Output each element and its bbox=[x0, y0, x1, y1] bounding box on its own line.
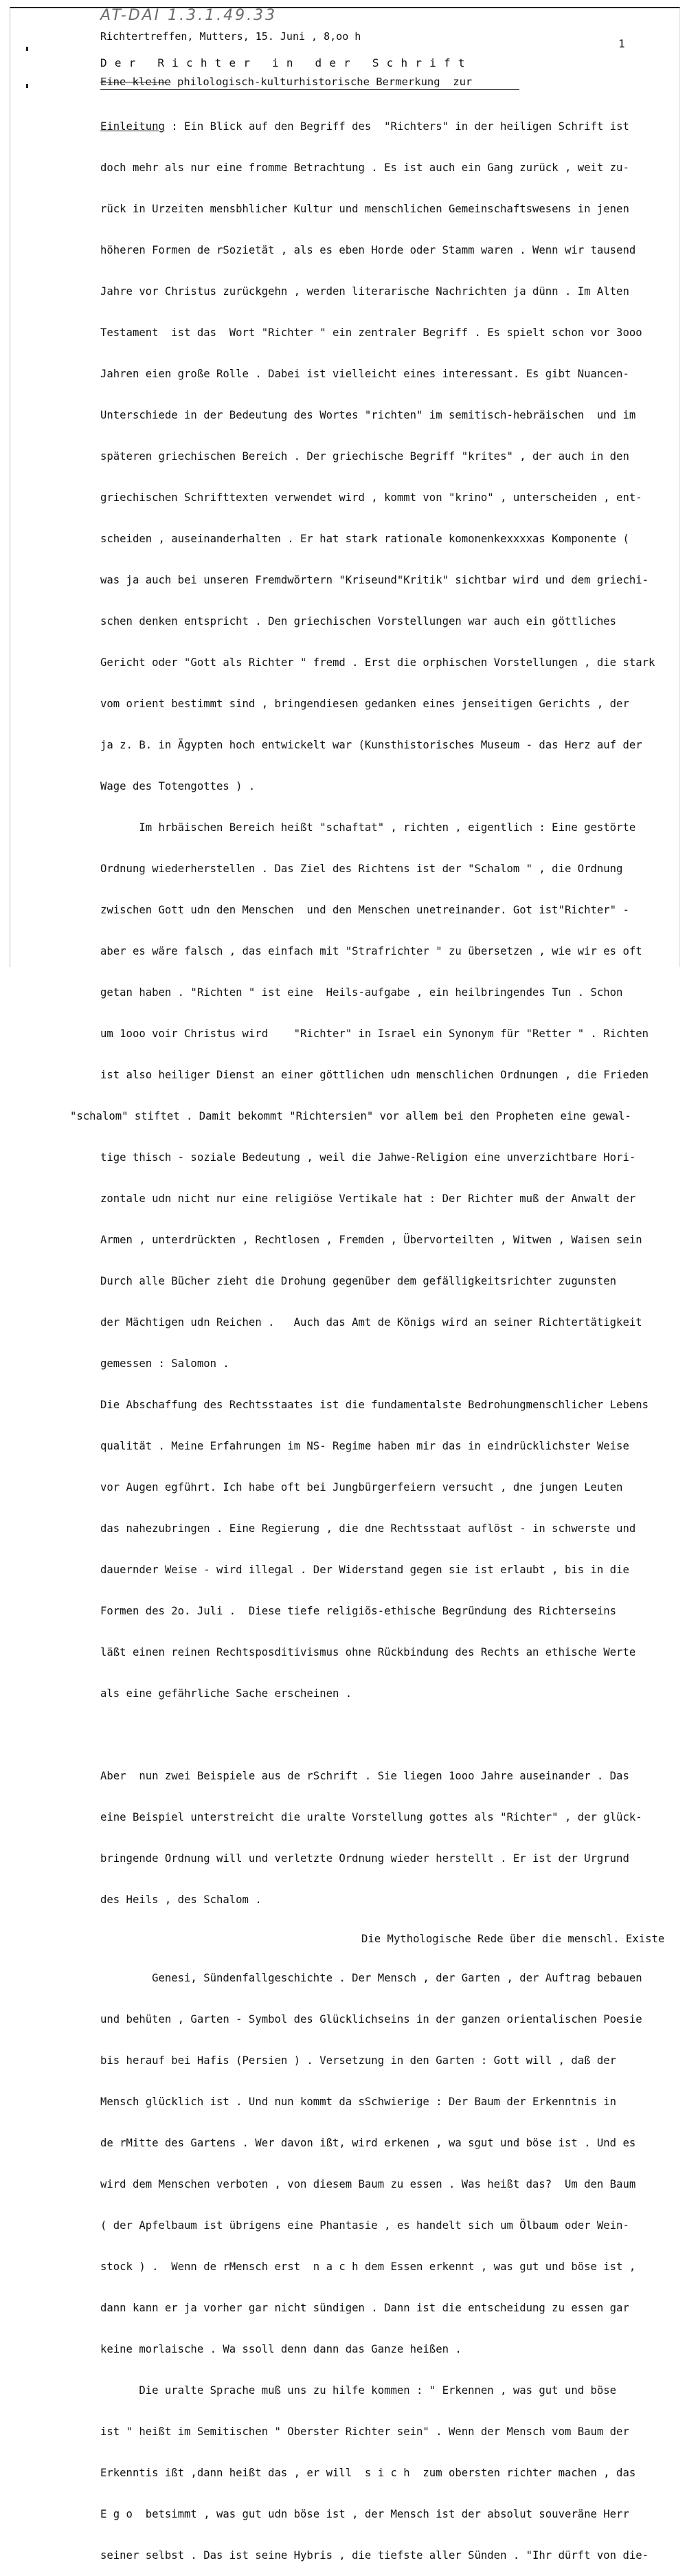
text-line: läßt einen reinen Rechtsposditivismus ohne Rückbindung des Rechts an ethische Werte bbox=[100, 1646, 636, 1658]
text-line: zwischen Gott udn den Menschen und den Menschen unetreinander. Got ist"Richter" - bbox=[100, 904, 629, 916]
margin-mark bbox=[26, 47, 28, 51]
text-line: Einleitung : Ein Blick auf den Begriff des "Richters" in der heiligen Schrift ist bbox=[100, 120, 629, 133]
text-line: das nahezubringen . Eine Regierung , die dne Rechtsstaat auflöst - in schwerste und bbox=[100, 1522, 636, 1535]
text-line: rück in Urzeiten mensbhlicher Kultur und menschlichen Gemeinschaftswesens in jenen bbox=[100, 203, 629, 215]
text-line: was ja auch bei unseren Fremdwörtern "Kriseund"Kritik" sichtbar wird und dem griechi- bbox=[100, 574, 649, 586]
text-line: Ordnung wiederherstellen . Das Ziel des Richtens ist der "Schalom " , die Ordnung bbox=[100, 863, 623, 875]
text-line: ist " heißt im Semitischen " Oberster Richter sein" . Wenn der Mensch vom Baum der bbox=[100, 2425, 629, 2438]
text-line: zontale udn nicht nur eine religiöse Vertikale hat : Der Richter muß der Anwalt der bbox=[100, 1192, 636, 1205]
mythology-note: Die Mythologische Rede über die menschl. Existe bbox=[361, 1933, 665, 1945]
text-line: ja z. B. in Ägypten hoch entwickelt war (Kunsthistorisches Museum - das Herz auf der bbox=[100, 739, 642, 751]
text-line: Gericht oder "Gott als Richter " fremd . Erst die orphischen Vorstellungen , die stark bbox=[100, 656, 655, 669]
text-line: ist also heiliger Dienst an einer göttlichen udn menschlichen Ordnungen , die Frieden bbox=[100, 1069, 649, 1081]
text-line: Die Abschaffung des Rechtsstaates ist die fundamentalste Bedrohungmenschlicher Lebens bbox=[100, 1399, 649, 1411]
text-line: aber es wäre falsch , das einfach mit "Strafrichter " zu übersetzen , wie wir es oft bbox=[100, 945, 642, 957]
text-line: höheren Formen de rSozietät , als es eben Horde oder Stamm waren . Wenn wir tausend bbox=[100, 244, 636, 256]
text-line: wird dem Menschen verboten , von diesem Baum zu essen . Was heißt das? Um den Baum bbox=[100, 2178, 636, 2190]
text-line: dann kann er ja vorher gar nicht sündigen . Dann ist die entscheidung zu essen gar bbox=[100, 2302, 629, 2314]
subtitle-underline bbox=[100, 89, 519, 90]
text-line: dauernder Weise - wird illegal . Der Widerstand gegen sie ist erlaubt , bis in die bbox=[100, 1564, 629, 1576]
text-line: ( der Apfelbaum ist übrigens eine Phantasie , es handelt sich um Ölbaum oder Wein- bbox=[100, 2219, 629, 2232]
text-line: Testament ist das Wort "Richter " ein zentraler Begriff . Es spielt schon vor 3ooo bbox=[100, 326, 642, 339]
text-line: Erkenntis ißt ,dann heißt das , er will s i c h zum obersten richter machen , das bbox=[100, 2467, 636, 2479]
text-line: um 1ooo voir Christus wird "Richter" in Israel ein Synonym für "Retter " . Richten bbox=[100, 1028, 649, 1040]
text-line: Durch alle Bücher zieht die Drohung gegenüber dem gefälligkeitsrichter zugunsten bbox=[100, 1275, 617, 1287]
text-line: "schalom" stiftet . Damit bekommt "Richtersien" vor allem bei den Propheten eine gewal- bbox=[70, 1110, 631, 1122]
text-line: griechischen Schrifttexten verwendet wird , kommt von "krino" , unterscheiden , ent- bbox=[100, 491, 642, 504]
text-line: schen denken entspricht . Den griechischen Vorstellungen war auch ein göttliches bbox=[100, 615, 617, 628]
body-text bbox=[70, 92, 677, 2576]
text-line: als eine gefährliche Sache erscheinen . bbox=[100, 1687, 352, 1700]
text-line: Jahre vor Christus zurückgehn , werden literarische Nachrichten ja dünn . Im Alten bbox=[100, 285, 629, 298]
text-line: keine morlaische . Wa ssoll denn dann das Ganze heißen . bbox=[100, 2343, 462, 2355]
text-line: Jahren eien große Rolle . Dabei ist vielleicht eines interessant. Es gibt Nuancen- bbox=[100, 368, 629, 380]
outdent-text: "schalom" stiftet . bbox=[70, 1110, 193, 1122]
text-line: scheiden , auseinanderhalten . Er hat stark rationale komonenkexxxxas Komponente ( bbox=[100, 533, 629, 545]
subtitle bbox=[100, 76, 472, 88]
text-line: tige thisch - soziale Bedeutung , weil die Jahwe-Religion eine unverzichtbare Hori- bbox=[100, 1151, 636, 1164]
text-line: vor Augen egführt. Ich habe oft bei Jungbürgerfeiern versucht , dne jungen Leuten bbox=[100, 1481, 623, 1494]
document-header: Richtertreffen, Mutters, 15. Juni , 8,oo h bbox=[100, 30, 361, 43]
text-line: der Mächtigen udn Reichen . Auch das Amt de Königs wird an seiner Richtertätigkeit bbox=[100, 1316, 642, 1329]
text-line: getan haben . "Richten " ist eine Heils-aufgabe , ein heilbringendes Tun . Schon bbox=[100, 986, 623, 999]
text-line: doch mehr als nur eine fromme Betrachtung . Es ist auch ein Gang zurück , weit zu- bbox=[100, 162, 629, 174]
text-line: Im hrbäischen Bereich heißt "schaftat" , richten , eigentlich : Eine gestörte bbox=[100, 821, 636, 834]
text-line: Genesi, Sündenfallgeschichte . Der Mensch , der Garten , der Auftrag bebauen bbox=[100, 1972, 642, 1984]
subtitle-struck-text: Eine kleine bbox=[100, 76, 171, 88]
text-line: eine Beispiel unterstreicht die uralte Vorstellung gottes als "Richter" , der glück- bbox=[100, 1811, 642, 1823]
text-line: Aber nun zwei Beispiele aus de rSchrift . Sie liegen 1ooo Jahre auseinander . Das bbox=[100, 1770, 629, 1782]
subtitle-text: philologisch-kulturhistorische Bermerkung zur bbox=[170, 76, 473, 88]
margin-mark bbox=[26, 84, 28, 88]
text-line bbox=[100, 1728, 677, 1742]
text-line: gemessen : Salomon . bbox=[100, 1357, 229, 1370]
text-line: Wage des Totengottes ) . bbox=[100, 780, 256, 792]
text-line: Armen , unterdrückten , Rechtlosen , Fremden , Übervorteilten , Witwen , Waisen sein bbox=[100, 1234, 642, 1246]
text-line: de rMitte des Gartens . Wer davon ißt, wird erkenen , wa sgut und böse ist . Und es bbox=[100, 2137, 636, 2149]
page-number: 1 bbox=[618, 37, 625, 50]
document-title: Der Richter in der Schrift bbox=[100, 56, 473, 69]
text-line: Formen des 2o. Juli . Diese tiefe religiös-ethische Begründung des Richterseins bbox=[100, 1605, 617, 1617]
text-line: vom orient bestimmt sind , bringendiesen gedanken eines jenseitigen Gerichts , der bbox=[100, 698, 629, 710]
text-line: späteren griechischen Bereich . Der griechische Begriff "krites" , der auch in den bbox=[100, 450, 629, 463]
text-line: bringende Ordnung will und verletzte Ordnung wieder herstellt . Er ist der Urgrund bbox=[100, 1852, 629, 1865]
text-line: E g o betsimmt , was gut udn böse ist , der Mensch ist der absolut souveräne Herr bbox=[100, 2508, 629, 2520]
text-line: bis herauf bei Hafis (Persien ) . Versetzung in den Garten : Gott will , daß der bbox=[100, 2054, 617, 2067]
intro-label: Einleitung bbox=[100, 120, 165, 133]
text-line: stock ) . Wenn de rMensch erst n a c h dem Essen erkennt , was gut und böse ist , bbox=[100, 2261, 636, 2273]
text-line: Unterschiede in der Bedeutung des Wortes "richten" im semitisch-hebräischen und im bbox=[100, 409, 636, 421]
text-line: seiner selbst . Das ist seine Hybris , die tiefste aller Sünden . "Ihr dürft von die- bbox=[100, 2549, 649, 2562]
text-line: und behüten , Garten - Symbol des Glücklichseins in der ganzen orientalischen Poesie bbox=[100, 2013, 642, 2025]
text-line: qualität . Meine Erfahrungen im NS- Regime haben mir das in eindrücklichster Weise bbox=[100, 1440, 629, 1452]
text-line: des Heils , des Schalom . bbox=[100, 1894, 262, 1906]
text-line: Mensch glücklich ist . Und nun kommt da sSchwierige : Der Baum der Erkenntnis in bbox=[100, 2096, 617, 2108]
text-line: Die uralte Sprache muß uns zu hilfe kommen : " Erkennen , was gut und böse bbox=[100, 2384, 617, 2397]
archive-reference-handwritten: AT-DAI 1.3.1.49.33 bbox=[100, 7, 278, 24]
